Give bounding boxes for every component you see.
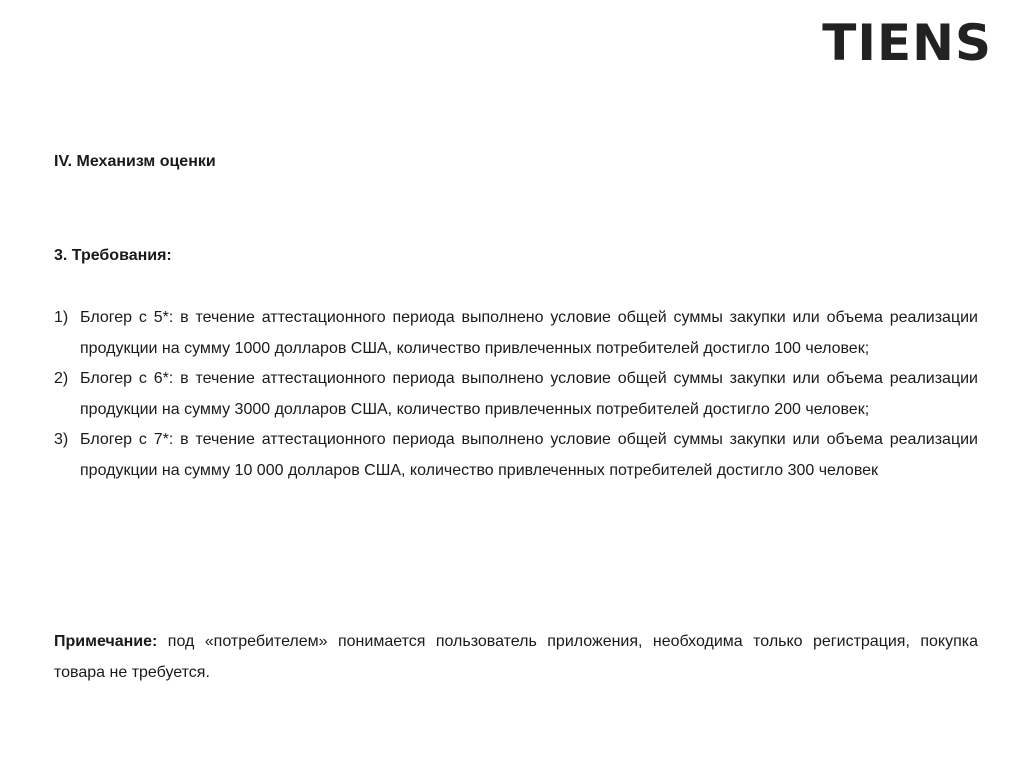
requirement-number: 1): [54, 309, 69, 326]
requirement-item: [54, 425, 978, 486]
note-paragraph: [54, 627, 978, 688]
requirement-item: [54, 364, 978, 425]
requirement-number: 2): [54, 370, 69, 387]
requirement-text: Блогер с 5*: в течение аттестационного периода выполнено условие общей суммы закупки или объема реализации продукции на сумму 1000 долларов США, количество привлеченных потребителей достигло 100 человек;: [80, 309, 978, 357]
note-label: Примечание:: [54, 633, 158, 650]
requirements-title: 3. Требования:: [54, 247, 172, 264]
requirement-text: Блогер с 6*: в течение аттестационного периода выполнено условие общей суммы закупки или объема реализации продукции на сумму 3000 долларов США, количество привлеченных потребителей достигло 200 человек;: [80, 370, 978, 418]
requirements-list: [54, 303, 978, 486]
section-title: IV. Механизм оценки: [54, 153, 216, 170]
requirement-text: Блогер с 7*: в течение аттестационного периода выполнено условие общей суммы закупки или объема реализации продукции на сумму 10 000 долларов США, количество привлеченных потребителей достигло 300 человек: [80, 431, 978, 479]
requirement-item: [54, 303, 978, 364]
tiens-logo: TIENS: [822, 14, 992, 72]
requirement-number: 3): [54, 431, 69, 448]
note-text: под «потребителем» понимается пользователь приложения, необходима только регистрация, покупка товара не требуется.: [54, 633, 978, 681]
